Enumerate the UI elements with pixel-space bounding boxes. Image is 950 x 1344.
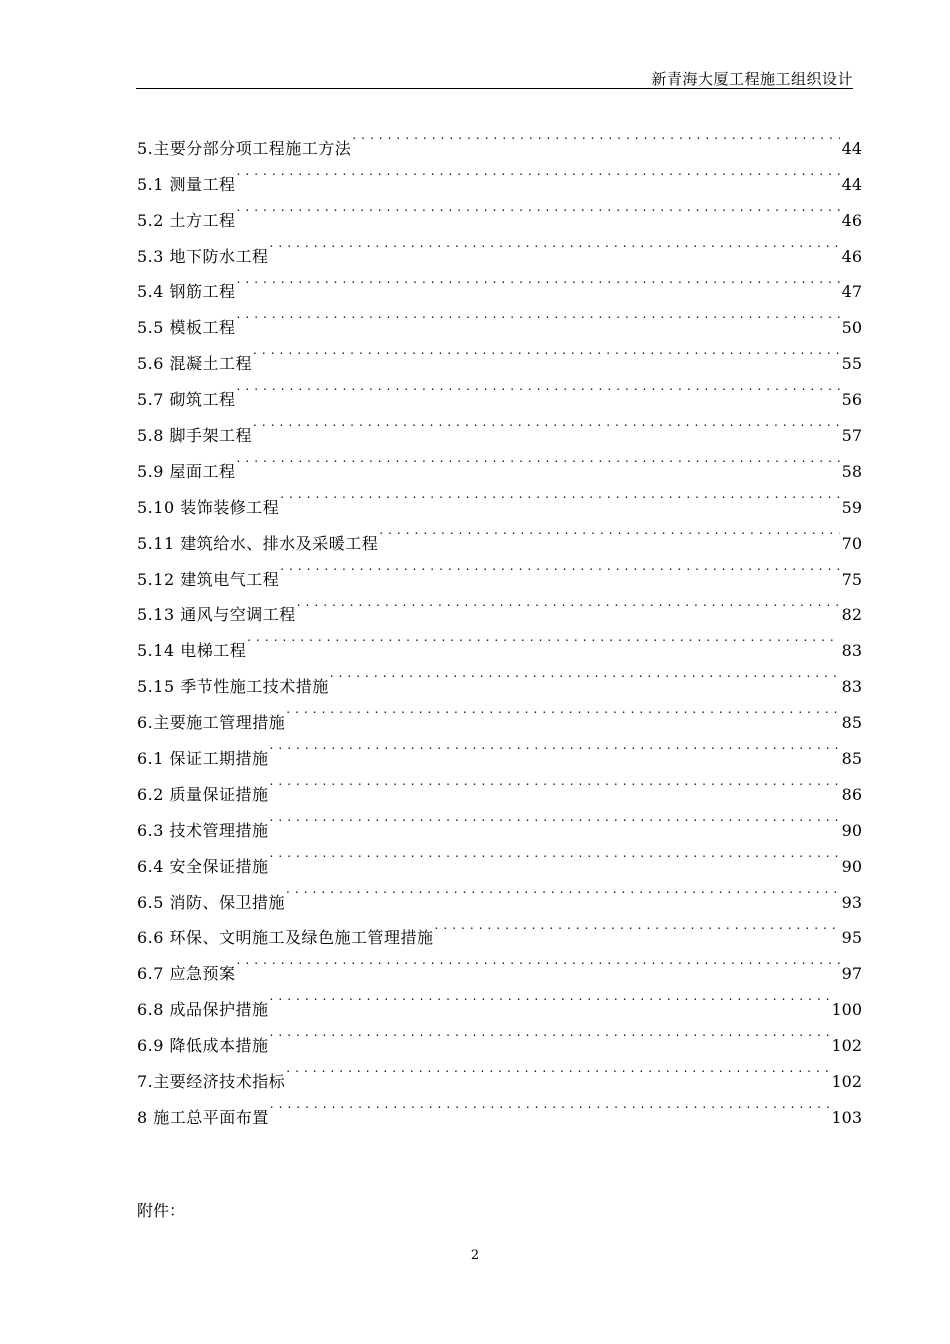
toc-entry-page-number: 90 [841,856,862,876]
toc-entry-page-number: 83 [841,677,862,697]
toc-entry-page-number: 97 [841,964,862,984]
toc-entry[interactable] [137,943,862,984]
toc-entry-label: 8 施工总平面布置 [137,1107,269,1127]
toc-entry[interactable] [137,333,862,374]
toc-leader-dots [269,979,830,1015]
toc-entry-page-number: 85 [841,713,862,733]
toc-leader-dots [269,1015,830,1051]
toc-entry-label: 5.5 模板工程 [137,318,236,338]
toc-entry-label: 5.11 建筑给水、排水及采暖工程 [137,533,379,553]
toc-entry-page-number: 46 [841,246,862,266]
toc-entry-label: 6.9 降低成本措施 [137,1036,269,1056]
toc-leader-dots [236,441,840,477]
toc-entry-page-number: 93 [841,892,862,912]
toc-entry[interactable] [137,118,862,158]
toc-leader-dots [269,728,840,764]
toc-entry-page-number: 46 [841,210,862,230]
toc-entry-page-number: 103 [831,1107,862,1127]
toc-leader-dots [236,154,840,190]
toc-entry-page-number: 58 [841,461,862,481]
toc-entry[interactable] [137,441,862,481]
toc-entry-label: 6.1 保证工期措施 [137,749,269,769]
toc-entry[interactable] [137,620,862,661]
toc-entry-label: 6.3 技术管理措施 [137,820,269,840]
toc-entry[interactable] [137,190,862,230]
toc-entry-label: 6.主要施工管理措施 [137,713,286,733]
toc-entry-label: 6.4 安全保证措施 [137,856,269,876]
toc-leader-dots [236,297,840,333]
toc-entry-label: 5.主要分部分项工程施工方法 [137,138,352,158]
toc-entry-page-number: 55 [841,354,862,374]
toc-entry-label: 6.2 质量保证措施 [137,784,269,804]
toc-leader-dots [279,477,839,513]
toc-entry-page-number: 90 [841,820,862,840]
toc-entry-label: 5.1 测量工程 [137,174,236,194]
toc-leader-dots [351,118,839,154]
toc-leader-dots [252,333,840,369]
toc-entry-label: 6.8 成品保护措施 [137,1000,269,1020]
toc-leader-dots [285,872,840,908]
toc-entry-page-number: 70 [841,533,862,553]
document-title: 新青海大厦工程施工组织设计 [651,70,853,88]
toc-entry-label: 6.6 环保、文明施工及绿色施工管理措施 [137,928,434,948]
toc-entry-label: 5.10 装饰装修工程 [137,497,280,517]
toc-entry-label: 5.15 季节性施工技术措施 [137,677,329,697]
toc-entry[interactable] [137,226,862,266]
toc-entry[interactable] [137,154,862,194]
toc-entry-page-number: 44 [841,138,862,158]
toc-leader-dots [246,620,839,656]
toc-leader-dots [269,1087,830,1123]
toc-entry-page-number: 83 [841,641,862,661]
toc-entry[interactable] [137,369,862,410]
toc-entry-label: 5.2 土方工程 [137,210,236,230]
toc-entry-page-number: 75 [841,569,862,589]
toc-leader-dots [236,369,840,405]
toc-entry-page-number: 50 [841,318,862,338]
toc-entry-label: 6.7 应急预案 [137,964,236,984]
toc-leader-dots [236,262,840,298]
toc-entry-page-number: 56 [841,390,862,410]
toc-entry-label: 7.主要经济技术指标 [137,1072,286,1092]
toc-leader-dots [236,190,840,226]
toc-entry-page-number: 102 [831,1072,862,1092]
toc-leader-dots [269,836,840,872]
toc-entry-page-number: 47 [841,282,862,302]
toc-leader-dots [252,405,840,441]
toc-entry[interactable] [137,297,862,338]
toc-leader-dots [285,692,839,728]
toc-leader-dots [434,908,840,944]
toc-entry-page-number: 86 [841,784,862,804]
page-header [136,66,853,89]
toc-entry-label: 5.12 建筑电气工程 [137,569,280,589]
toc-entry-page-number: 100 [831,1000,862,1020]
toc-entry-label: 5.4 钢筋工程 [137,282,236,302]
toc-entry[interactable] [137,979,862,1020]
toc-entry-page-number: 57 [841,426,862,446]
toc-entry-label: 5.13 通风与空调工程 [137,605,296,625]
toc-entry[interactable] [137,405,862,446]
toc-leader-dots [269,226,840,262]
toc-leader-dots [269,800,840,836]
toc-entry-label: 5.8 脚手架工程 [137,426,253,446]
toc-entry-page-number: 85 [841,749,862,769]
toc-leader-dots [329,656,840,692]
toc-entry-label: 5.6 混凝土工程 [137,354,253,374]
toc-entry-label: 5.9 屋面工程 [137,461,236,481]
page-number: 2 [470,1248,480,1263]
toc-leader-dots [269,764,840,800]
toc-entry-page-number: 102 [831,1036,862,1056]
toc-entry[interactable] [137,477,862,517]
toc-entry-page-number: 82 [841,605,862,625]
toc-leader-dots [236,943,840,979]
table-of-contents [137,118,862,1127]
toc-entry[interactable] [137,262,862,302]
toc-entry-label: 6.5 消防、保卫措施 [137,892,286,912]
toc-leader-dots [378,513,839,549]
attachment-label: 附件： [137,1201,186,1220]
toc-entry-label: 5.14 电梯工程 [137,641,247,661]
toc-entry-page-number: 44 [841,174,862,194]
toc-leader-dots [285,1051,829,1087]
toc-entry-page-number: 95 [841,928,862,948]
toc-leader-dots [279,549,839,585]
toc-entry-label: 5.7 砌筑工程 [137,390,236,410]
toc-leader-dots [296,585,840,621]
toc-entry-page-number: 59 [841,497,862,517]
toc-entry-label: 5.3 地下防水工程 [137,246,269,266]
